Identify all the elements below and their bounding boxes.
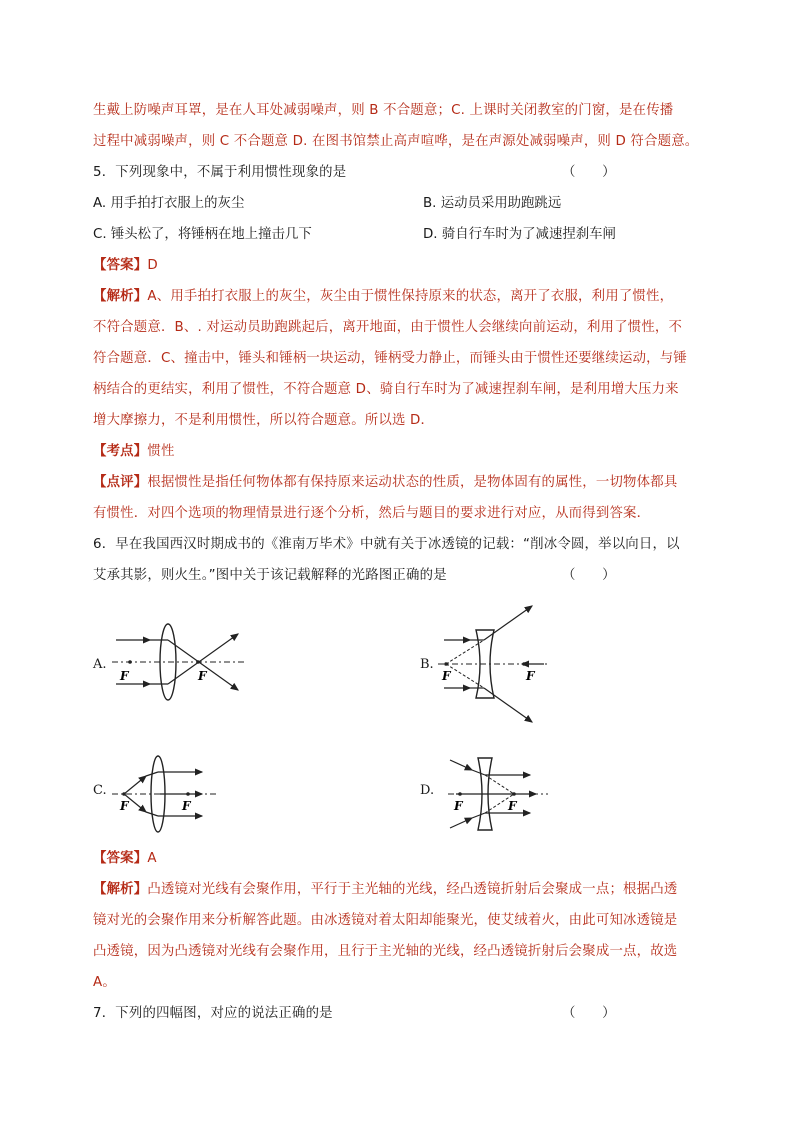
- q6-analysis-line-2: 镜对光的会聚作用来分析解答此题。由冰透镜对着太阳却能聚光，使艾绒着火，由此可知冰透镜是: [93, 913, 678, 928]
- focus-label: F: [454, 799, 463, 813]
- figure-c-label: C.: [93, 783, 107, 798]
- q6-answer-paren: （ ）: [562, 568, 616, 583]
- q5-analysis-line-4: 柄结合的更结实，利用了惯性，不符合题意 D、骑自行车时为了减速捏刹车闸，是利用增大压力来: [93, 382, 679, 397]
- q4-analysis-line-2: 过程中减弱噪声，则 C 不合题意 D. 在图书馆禁止高声喧哗，是在声源处减弱噪声，则 D 符合题意。: [93, 134, 699, 149]
- q5-option-c: C. 锤头松了，将锤柄在地上撞击几下: [93, 227, 312, 242]
- answer-tag: 【答案】: [93, 851, 148, 866]
- figure-d-concave-lens-diagram: [446, 752, 552, 836]
- q5-comment-line-1: 【点评】根据惯性是指任何物体都有保持原来运动状态的性质，是物体固有的属性，一切物体都具: [93, 475, 678, 490]
- focus-label: F: [182, 799, 191, 813]
- focus-label: F: [508, 799, 517, 813]
- figure-b-concave-lens-diagram: [436, 602, 556, 726]
- q5-stem: 5．下列现象中，不属于利用惯性现象的是: [93, 165, 347, 180]
- focus-label: F: [526, 669, 535, 683]
- q6-stem-line-1: 6．早在我国西汉时期成书的《淮南万毕术》中就有关于冰透镜的记载：“削冰令圆，举以向日，以: [93, 537, 680, 552]
- q4-analysis-line-1: 生戴上防噪声耳罩，是在人耳处减弱噪声，则 B 不合题意；C. 上课时关闭教室的门窗，是在传播: [93, 103, 674, 118]
- q5-analysis-line-2: 不符合题意．B、. 对运动员助跑跳起后，离开地面，由于惯性人会继续向前运动，利用了惯性，不: [93, 320, 683, 335]
- focus-label: F: [198, 669, 207, 683]
- figure-a-label: A.: [93, 657, 107, 672]
- figure-b-label: B.: [420, 657, 434, 672]
- comment-tag: 【点评】: [93, 475, 148, 490]
- q7-stem: 7．下列的四幅图，对应的说法正确的是: [93, 1006, 333, 1021]
- q6-analysis-line-4: A。: [93, 975, 116, 990]
- figure-a-convex-lens-diagram: [110, 622, 250, 702]
- q5-option-a: A. 用手拍打衣服上的灰尘: [93, 196, 245, 211]
- q5-analysis-line-3: 符合题意．C、撞击中，锤头和锤柄一块运动，锤柄受力静止，而锤头由于惯性还要继续运动，与锤: [93, 351, 687, 366]
- q6-answer: A: [147, 851, 157, 866]
- q7-answer-paren: （ ）: [562, 1006, 616, 1021]
- q5-comment-line-2: 有惯性．对四个选项的物理情景进行逐个分析，然后与题目的要求进行对应，从而得到答案．: [93, 506, 651, 521]
- q5-option-b: B. 运动员采用助跑跳远: [423, 196, 562, 211]
- figure-c-convex-lens-diagram: [110, 752, 230, 836]
- q5-answer-paren: （ ）: [562, 165, 616, 180]
- point-tag: 【考点】: [93, 444, 148, 459]
- q5-point-line: 【考点】惯性: [93, 444, 175, 459]
- q6-answer-line: [93, 849, 157, 869]
- q5-analysis-line-5: 增大摩擦力，不是利用惯性，所以符合题意。所以选 D．: [93, 413, 435, 428]
- analysis-tag: 【解析】: [93, 882, 148, 897]
- q6-analysis-line-1: 【解析】凸透镜对光线有会聚作用，平行于主光轴的光线，经凸透镜折射后会聚成一点；根据凸透: [93, 882, 678, 897]
- focus-label: F: [120, 669, 129, 683]
- q6-analysis-line-3: 凸透镜，因为凸透镜对光线有会聚作用，且行于主光轴的光线，经凸透镜折射后会聚成一点，故选: [93, 944, 678, 959]
- q6-stem-line-2: 艾承其影，则火生。”图中关于该记载解释的光路图正确的是: [93, 568, 447, 583]
- q5-analysis-line-1: 【解析】A、用手拍打衣服上的灰尘，灰尘由于惯性保持原来的状态，离开了衣服，利用了惯性，: [93, 289, 674, 304]
- q5-option-d: D. 骑自行车时为了减速捏刹车闸: [423, 227, 616, 242]
- focus-label: F: [442, 669, 451, 683]
- q5-answer: D: [147, 258, 158, 273]
- figure-d-label: D.: [420, 783, 435, 798]
- analysis-tag: 【解析】: [93, 289, 148, 304]
- answer-tag: 【答案】: [93, 258, 148, 273]
- q5-answer-line: [93, 256, 158, 276]
- focus-label: F: [120, 799, 129, 813]
